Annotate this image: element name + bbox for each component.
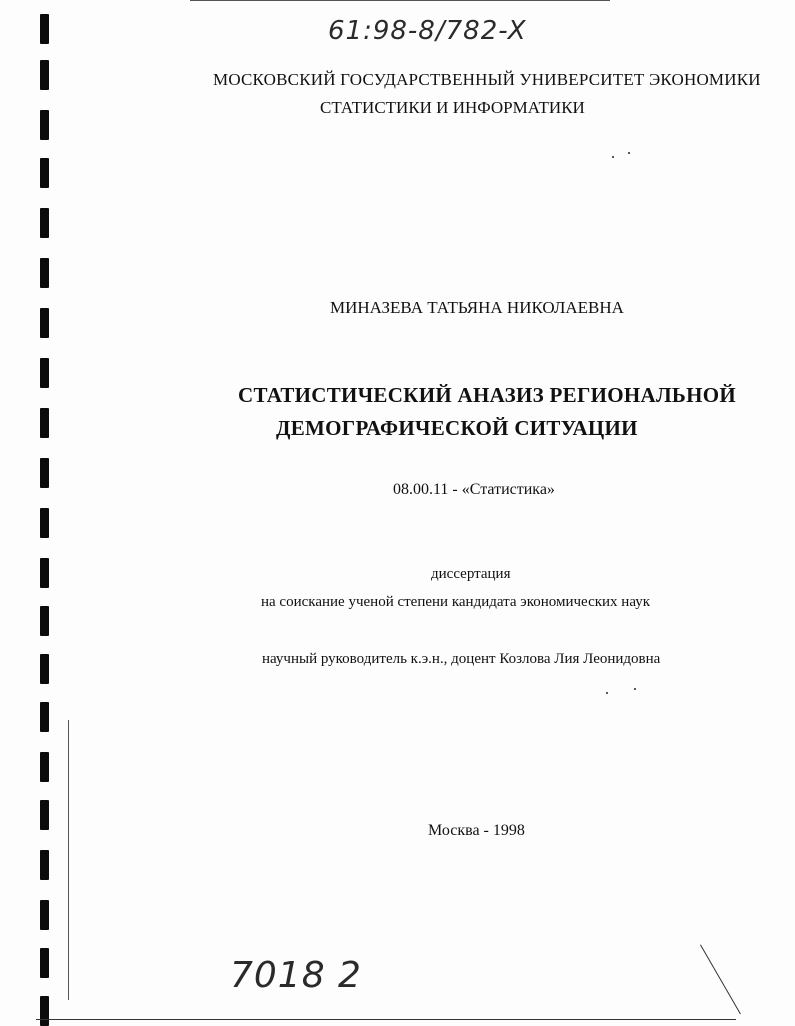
scan-speck [606,692,608,694]
work-type-label: диссертация [431,566,511,582]
top-edge-line [190,0,610,1]
bottom-edge-line [36,1019,736,1020]
specialty-code: 08.00.11 - «Статистика» [393,481,555,498]
scan-speck [634,688,636,690]
dissertation-title-line1: СТАТИСТИЧЕСКИЙ АНАЗИЗ РЕГИОНАЛЬНОЙ [238,383,737,407]
author-name: МИНАЗЕВА ТАТЬЯНА НИКОЛАЕВНА [330,298,624,317]
degree-description: на соискание ученой степени кандидата экономических наук [261,594,651,610]
university-name-line1: МОСКОВСКИЙ ГОСУДАРСТВЕННЫЙ УНИВЕРСИТЕТ ЭКОНОМИКИ [213,70,761,89]
scientific-supervisor: научный руководитель к.э.н., доцент Козлова Лия Леонидовна [262,651,661,667]
university-name-line2: СТАТИСТИКИ И ИНФОРМАТИКИ [320,98,585,117]
page-edge-line [68,720,69,1000]
scan-speck [612,156,614,158]
dissertation-title-line2: ДЕМОГРАФИЧЕСКОЙ СИТУАЦИИ [276,416,638,440]
city-and-year: Москва - 1998 [428,822,525,839]
page-corner-crease [700,945,741,1015]
binding-punch-marks [40,0,60,1026]
handwritten-inventory-number: 7018 2 [230,955,362,996]
handwritten-catalog-number: 61:98-8/782-X [328,16,527,46]
scan-speck [628,152,630,154]
